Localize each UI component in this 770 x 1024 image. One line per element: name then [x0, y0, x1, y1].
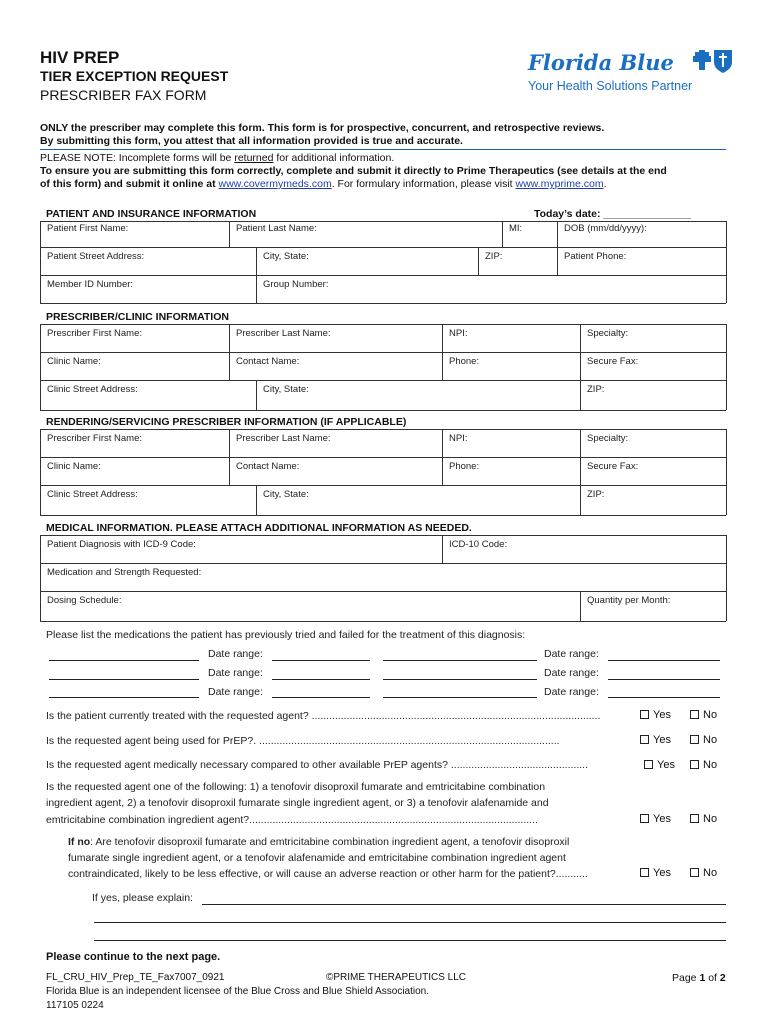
- question-4-line-2: ingredient agent, 2) a tenofovir disoproxil fumarate single ingredient agent, or 3) a tenofovir alafenamide and: [46, 797, 549, 809]
- form-title: HIV PREP: [40, 48, 120, 67]
- page-total: 2: [719, 972, 726, 984]
- form-subtitle: TIER EXCEPTION REQUEST: [40, 68, 229, 84]
- if-no-label: If no: [68, 836, 91, 848]
- page-number: [672, 972, 726, 984]
- date-range-line[interactable]: [608, 697, 720, 698]
- rendering-section-heading: RENDERING/SERVICING PRESCRIBER INFORMATION (IF APPLICABLE): [46, 416, 407, 428]
- divider: [442, 324, 443, 380]
- divider: [502, 221, 503, 247]
- q3-yes-checkbox[interactable]: [644, 759, 675, 771]
- q2-no-checkbox[interactable]: [690, 734, 717, 746]
- licensee-note: Florida Blue is an independent licensee of the Blue Cross and Blue Shield Association.: [46, 986, 430, 997]
- clinic-name-field[interactable]: Clinic Name:: [47, 356, 101, 367]
- intro-line-2: By submitting this form, you attest that all information provided is true and accurate.: [40, 135, 463, 147]
- patient-phone-field[interactable]: Patient Phone:: [564, 251, 627, 262]
- question-2: Is the requested agent being used for PrEP?. .......................................................................................................: [46, 735, 560, 747]
- prescriber-section-heading: PRESCRIBER/CLINIC INFORMATION: [46, 311, 229, 323]
- divider: [40, 221, 726, 222]
- divider: [726, 324, 727, 410]
- date-range-label: Date range:: [544, 686, 599, 698]
- continue-note: Please continue to the next page.: [46, 951, 221, 963]
- patient-last-name-field[interactable]: Patient Last Name:: [236, 223, 317, 234]
- divider: [256, 485, 257, 515]
- question-3: Is the requested agent medically necessary compared to other available PrEP agents? ...............................................: [46, 759, 588, 771]
- divider: [580, 591, 581, 621]
- checkbox-icon: [644, 760, 653, 769]
- q1-no-checkbox[interactable]: [690, 709, 717, 721]
- divider: [40, 380, 726, 381]
- divider: [40, 621, 726, 622]
- rendering-specialty-field[interactable]: Specialty:: [587, 433, 629, 444]
- prescriber-specialty-field[interactable]: Specialty:: [587, 328, 629, 339]
- clinic-street-field[interactable]: Clinic Street Address:: [47, 384, 138, 395]
- checkbox-icon: [640, 814, 649, 823]
- icd10-field[interactable]: ICD-10 Code:: [449, 539, 508, 550]
- ensure-line-1: To ensure you are submitting this form correctly, complete and submit it directly to Prime Therapeutics (see details at the end: [40, 165, 667, 177]
- rendering-last-name-field[interactable]: Prescriber Last Name:: [236, 433, 331, 444]
- yes-label: Yes: [653, 709, 671, 721]
- intro-line-1: ONLY the prescriber may complete this form. This form is for prospective, concurrent, and retrospective reviews.: [40, 122, 605, 134]
- quantity-per-month-field[interactable]: Quantity per Month:: [587, 595, 671, 606]
- yes-label: Yes: [657, 759, 675, 771]
- explain-label: If yes, please explain:: [92, 892, 193, 904]
- medication-line[interactable]: [383, 679, 537, 680]
- divider: [726, 535, 727, 621]
- yes-label: Yes: [653, 813, 671, 825]
- checkbox-icon: [690, 868, 699, 877]
- date-range-label: Date range:: [208, 648, 263, 660]
- note-text: PLEASE NOTE: Incomplete forms will be: [40, 152, 235, 164]
- patient-city-state-field[interactable]: City, State:: [263, 251, 309, 262]
- florida-blue-logo: [528, 44, 738, 96]
- q4-yes-checkbox[interactable]: [640, 813, 671, 825]
- checkbox-icon: [690, 814, 699, 823]
- patient-zip-field[interactable]: ZIP:: [485, 251, 503, 262]
- divider: [40, 535, 726, 536]
- divider: [40, 563, 726, 564]
- clinic-city-state-field[interactable]: City, State:: [263, 384, 309, 395]
- divider: [580, 324, 581, 410]
- clinic-zip-field[interactable]: ZIP:: [587, 384, 605, 395]
- patient-dob-field[interactable]: DOB (mm/dd/yyyy):: [564, 223, 647, 234]
- yes-label: Yes: [653, 867, 671, 879]
- date-range-label: Date range:: [544, 667, 599, 679]
- patient-street-field[interactable]: Patient Street Address:: [47, 251, 145, 262]
- medical-section-heading: MEDICAL INFORMATION. PLEASE ATTACH ADDITIONAL INFORMATION AS NEEDED.: [46, 522, 472, 534]
- note-text-end: for additional information.: [273, 152, 395, 164]
- divider: [40, 324, 41, 410]
- group-number-field[interactable]: Group Number:: [263, 279, 329, 290]
- question-5-line-2: fumarate single ingredient agent, or a tenofovir alafenamide and emtricitabine combination ingredient agent: [68, 852, 566, 864]
- checkbox-icon: [690, 735, 699, 744]
- divider: [256, 380, 257, 410]
- date-range-label: Date range:: [544, 648, 599, 660]
- logo-tagline: Your Health Solutions Partner: [528, 79, 693, 93]
- rendering-phone-field[interactable]: Phone:: [449, 461, 480, 472]
- q4-no-checkbox[interactable]: [690, 813, 717, 825]
- divider: [442, 429, 443, 485]
- explain-line[interactable]: [94, 940, 726, 941]
- divider: [40, 429, 726, 430]
- checkbox-icon: [690, 710, 699, 719]
- date-range-line[interactable]: [272, 660, 370, 661]
- q2-yes-checkbox[interactable]: [640, 734, 671, 746]
- prescriber-npi-field[interactable]: NPI:: [449, 328, 468, 339]
- divider: [40, 515, 726, 516]
- medication-line[interactable]: [49, 679, 199, 680]
- question-1: Is the patient currently treated with the requested agent? ...................................................................................................: [46, 710, 601, 722]
- rendering-clinic-name-field[interactable]: Clinic Name:: [47, 461, 101, 472]
- document-id: 117105 0224: [46, 1000, 104, 1011]
- question-5-line-3: contraindicated, likely to be less effective, or will cause an adverse reaction or other harm for the patient?...........: [68, 868, 588, 880]
- date-range-line[interactable]: [608, 660, 720, 661]
- logo-name: Florida Blue: [528, 50, 674, 75]
- divider: [40, 429, 41, 515]
- page-label: Page: [672, 972, 700, 984]
- note-returned: returned: [234, 152, 274, 164]
- checkbox-icon: [640, 868, 649, 877]
- divider: [580, 429, 581, 515]
- medication-line[interactable]: [383, 697, 537, 698]
- prescriber-first-name-field[interactable]: Prescriber First Name:: [47, 328, 143, 339]
- incomplete-note: [40, 152, 394, 165]
- dosing-schedule-field[interactable]: Dosing Schedule:: [47, 595, 122, 606]
- divider: [40, 324, 726, 325]
- no-label: No: [703, 734, 718, 746]
- prescriber-fax-field[interactable]: Secure Fax:: [587, 356, 639, 367]
- medication-line[interactable]: [49, 660, 199, 661]
- rendering-street-field[interactable]: Clinic Street Address:: [47, 489, 138, 500]
- rendering-city-state-field[interactable]: City, State:: [263, 489, 309, 500]
- ensure-period: .: [603, 178, 607, 190]
- question-5-line-1: [68, 836, 569, 848]
- divider: [256, 247, 257, 303]
- blue-cross-blue-shield-icon: [692, 48, 734, 74]
- checkbox-icon: [690, 760, 699, 769]
- divider: [40, 591, 726, 592]
- copyright: ©PRIME THERAPEUTICS LLC: [326, 972, 466, 983]
- ensure-text: of this form) and submit it online at: [40, 178, 219, 190]
- rendering-npi-field[interactable]: NPI:: [449, 433, 468, 444]
- checkbox-icon: [640, 735, 649, 744]
- medication-line[interactable]: [383, 660, 537, 661]
- explain-line[interactable]: [94, 922, 726, 923]
- question-4-line-3: emtricitabine combination ingredient agent?...................................................................................................: [46, 814, 538, 826]
- patient-mi-field[interactable]: MI:: [509, 223, 523, 234]
- yes-label: Yes: [653, 734, 671, 746]
- divider: [478, 247, 479, 275]
- form-type: PRESCRIBER FAX FORM: [40, 87, 207, 103]
- covermymeds-link[interactable]: www.covermymeds.com: [218, 178, 332, 190]
- divider: [726, 429, 727, 515]
- divider: [40, 410, 726, 411]
- prescriber-last-name-field[interactable]: Prescriber Last Name:: [236, 328, 331, 339]
- divider: [229, 429, 230, 485]
- medication-strength-field[interactable]: Medication and Strength Requested:: [47, 567, 202, 578]
- formulary-text: . For formulary information, please visit: [331, 178, 516, 190]
- rendering-first-name-field[interactable]: Prescriber First Name:: [47, 433, 143, 444]
- divider: [40, 535, 41, 621]
- tried-medications-prompt: Please list the medications the patient has previously tried and failed for the treatment of this diagnosis:: [46, 629, 526, 641]
- divider: [40, 485, 726, 486]
- q1-yes-checkbox[interactable]: [640, 709, 671, 721]
- medication-line[interactable]: [49, 697, 199, 698]
- date-range-label: Date range:: [208, 667, 263, 679]
- no-label: No: [703, 709, 718, 721]
- divider: [40, 247, 726, 248]
- date-range-label: Date range:: [208, 686, 263, 698]
- date-range-line[interactable]: [272, 697, 370, 698]
- divider: [726, 221, 727, 303]
- divider: [40, 303, 726, 304]
- myprime-link[interactable]: www.myprime.com: [515, 178, 604, 190]
- page-of: of: [705, 972, 720, 984]
- ensure-line-2: [40, 178, 607, 191]
- date-range-line[interactable]: [608, 679, 720, 680]
- rendering-fax-field[interactable]: Secure Fax:: [587, 461, 639, 472]
- explain-line[interactable]: [202, 904, 726, 905]
- question-4-line-1: Is the requested agent one of the following: 1) a tenofovir disoproxil fumarate and emtricitabine combination: [46, 781, 546, 793]
- page-current: 1: [699, 972, 706, 984]
- q5-no-checkbox[interactable]: [690, 867, 717, 879]
- todays-date[interactable]: Today’s date: _______________: [534, 208, 692, 220]
- divider: [40, 457, 726, 458]
- no-label: No: [703, 867, 718, 879]
- divider: [557, 221, 558, 275]
- member-id-field[interactable]: Member ID Number:: [47, 279, 134, 290]
- divider: [229, 324, 230, 380]
- form-code: FL_CRU_HIV_Prep_TE_Fax7007_0921: [46, 972, 225, 983]
- rendering-zip-field[interactable]: ZIP:: [587, 489, 605, 500]
- contact-name-field[interactable]: Contact Name:: [236, 356, 300, 367]
- patient-section-heading: PATIENT AND INSURANCE INFORMATION: [46, 208, 257, 220]
- checkbox-icon: [640, 710, 649, 719]
- q5-yes-checkbox[interactable]: [640, 867, 671, 879]
- q5-text: : Are tenofovir disoproxil fumarate and emtricitabine combination ingredient agent, a tenofovir disoproxil: [90, 836, 570, 848]
- date-range-line[interactable]: [272, 679, 370, 680]
- divider: [40, 221, 41, 303]
- prescriber-phone-field[interactable]: Phone:: [449, 356, 480, 367]
- divider: [40, 352, 726, 353]
- no-label: No: [703, 759, 718, 771]
- q3-no-checkbox[interactable]: [690, 759, 717, 771]
- rendering-contact-name-field[interactable]: Contact Name:: [236, 461, 300, 472]
- blue-rule: [40, 149, 726, 150]
- icd9-diagnosis-field[interactable]: Patient Diagnosis with ICD-9 Code:: [47, 539, 196, 550]
- patient-first-name-field[interactable]: Patient First Name:: [47, 223, 129, 234]
- divider: [442, 535, 443, 563]
- divider: [40, 275, 726, 276]
- no-label: No: [703, 813, 718, 825]
- divider: [229, 221, 230, 247]
